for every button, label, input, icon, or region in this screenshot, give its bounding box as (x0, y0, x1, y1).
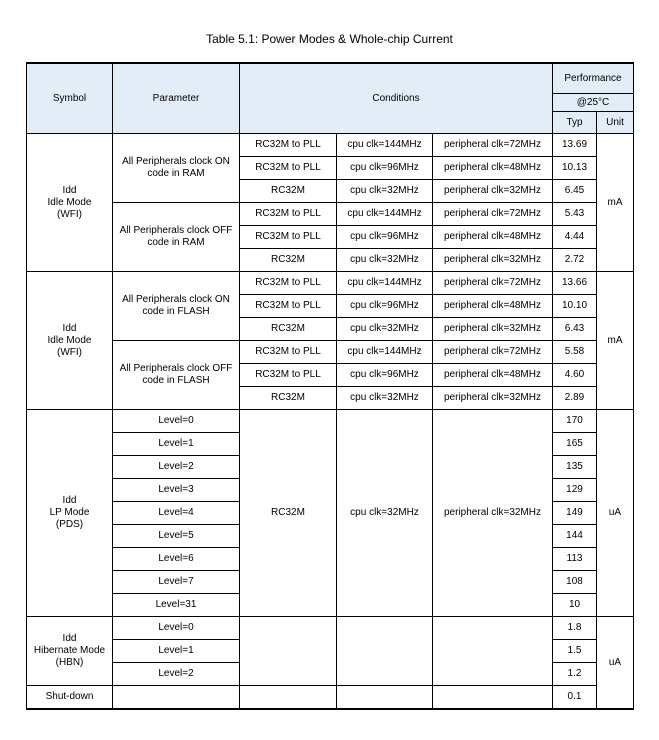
level-label: Level=31 (113, 594, 240, 617)
clock-source: RC32M (240, 249, 337, 272)
cpu-clock: cpu clk=32MHz (337, 387, 433, 410)
peripheral-clock: peripheral clk=32MHz (433, 318, 553, 341)
typ-value: 108 (553, 571, 597, 594)
level-label: Level=2 (113, 663, 240, 686)
typ-value: 113 (553, 548, 597, 571)
typ-value: 5.43 (553, 203, 597, 226)
unit-lp: uA (597, 410, 634, 617)
table-row (27, 686, 634, 710)
symbol-shutdown: Shut-down (27, 686, 113, 710)
header-unit: Unit (597, 112, 634, 134)
unit-idle-flash: mA (597, 272, 634, 410)
symbol-lp: Idd LP Mode (PDS) (27, 410, 113, 617)
hbn-clock-source (240, 617, 337, 686)
cpu-clock: cpu clk=96MHz (337, 295, 433, 318)
typ-value: 1.2 (553, 663, 597, 686)
peripheral-clock: peripheral clk=48MHz (433, 364, 553, 387)
header-parameter: Parameter (113, 63, 240, 134)
cpu-clock: cpu clk=96MHz (337, 364, 433, 387)
cpu-clock: cpu clk=32MHz (337, 318, 433, 341)
clock-source: RC32M to PLL (240, 272, 337, 295)
peripheral-clock: peripheral clk=72MHz (433, 341, 553, 364)
typ-value: 4.44 (553, 226, 597, 249)
clock-source: RC32M (240, 318, 337, 341)
param-idle-ram-on: All Peripherals clock ON code in RAM (113, 134, 240, 203)
unit-hbn: uA (597, 617, 634, 710)
table-row (27, 341, 634, 364)
cpu-clock: cpu clk=144MHz (337, 203, 433, 226)
power-modes-table (26, 62, 634, 710)
typ-value: 1.8 (553, 617, 597, 640)
hbn-peripheral-clock (433, 617, 553, 686)
typ-value: 6.43 (553, 318, 597, 341)
shutdown-cpu-clock (337, 686, 433, 710)
symbol-hbn: Idd Hibernate Mode (HBN) (27, 617, 113, 686)
cpu-clock: cpu clk=32MHz (337, 180, 433, 203)
typ-value: 165 (553, 433, 597, 456)
level-label: Level=7 (113, 571, 240, 594)
typ-value: 13.66 (553, 272, 597, 295)
header-performance: Performance (553, 63, 634, 94)
typ-value: 4.60 (553, 364, 597, 387)
cpu-clock: cpu clk=96MHz (337, 157, 433, 180)
typ-value: 144 (553, 525, 597, 548)
param-idle-flash-on: All Peripherals clock ON code in FLASH (113, 272, 240, 341)
clock-source: RC32M (240, 180, 337, 203)
typ-value: 170 (553, 410, 597, 433)
peripheral-clock: peripheral clk=72MHz (433, 272, 553, 295)
level-label: Level=4 (113, 502, 240, 525)
peripheral-clock: peripheral clk=48MHz (433, 295, 553, 318)
table-row (27, 203, 634, 226)
param-idle-ram-off: All Peripherals clock OFF code in RAM (113, 203, 240, 272)
typ-value: 5.58 (553, 341, 597, 364)
level-label: Level=1 (113, 640, 240, 663)
typ-value: 149 (553, 502, 597, 525)
hbn-cpu-clock (337, 617, 433, 686)
cpu-clock: cpu clk=144MHz (337, 341, 433, 364)
typ-value: 129 (553, 479, 597, 502)
level-label: Level=2 (113, 456, 240, 479)
typ-value: 10.10 (553, 295, 597, 318)
typ-value: 6.45 (553, 180, 597, 203)
typ-value: 13.69 (553, 134, 597, 157)
peripheral-clock: peripheral clk=48MHz (433, 157, 553, 180)
clock-source: RC32M to PLL (240, 203, 337, 226)
lp-cpu-clock: cpu clk=32MHz (337, 410, 433, 617)
header-symbol: Symbol (27, 63, 113, 134)
shutdown-parameter (113, 686, 240, 710)
level-label: Level=0 (113, 410, 240, 433)
typ-value: 2.72 (553, 249, 597, 272)
shutdown-peripheral-clock (433, 686, 553, 710)
table-row (27, 617, 634, 640)
lp-peripheral-clock: peripheral clk=32MHz (433, 410, 553, 617)
param-idle-flash-off: All Peripherals clock OFF code in FLASH (113, 341, 240, 410)
cpu-clock: cpu clk=144MHz (337, 272, 433, 295)
clock-source: RC32M to PLL (240, 134, 337, 157)
typ-value: 2.89 (553, 387, 597, 410)
peripheral-clock: peripheral clk=32MHz (433, 387, 553, 410)
clock-source: RC32M to PLL (240, 364, 337, 387)
peripheral-clock: peripheral clk=32MHz (433, 180, 553, 203)
table-row (27, 134, 634, 157)
clock-source: RC32M to PLL (240, 341, 337, 364)
level-label: Level=3 (113, 479, 240, 502)
clock-source: RC32M to PLL (240, 157, 337, 180)
unit-idle-ram: mA (597, 134, 634, 272)
level-label: Level=6 (113, 548, 240, 571)
peripheral-clock: peripheral clk=72MHz (433, 134, 553, 157)
clock-source: RC32M to PLL (240, 226, 337, 249)
level-label: Level=0 (113, 617, 240, 640)
clock-source: RC32M (240, 387, 337, 410)
shutdown-clock-source (240, 686, 337, 710)
clock-source: RC32M to PLL (240, 295, 337, 318)
lp-clock-source: RC32M (240, 410, 337, 617)
header-typ: Typ (553, 112, 597, 134)
peripheral-clock: peripheral clk=72MHz (433, 203, 553, 226)
level-label: Level=5 (113, 525, 240, 548)
header-conditions: Conditions (240, 63, 553, 134)
table-row (27, 410, 634, 433)
symbol-idle-flash: Idd Idle Mode (WFI) (27, 272, 113, 410)
table-caption: Table 5.1: Power Modes & Whole-chip Current (206, 32, 453, 46)
typ-value: 1.5 (553, 640, 597, 663)
typ-value: 10 (553, 594, 597, 617)
table-row (27, 272, 634, 295)
cpu-clock: cpu clk=32MHz (337, 249, 433, 272)
symbol-idle-ram: Idd Idle Mode (WFI) (27, 134, 113, 272)
cpu-clock: cpu clk=96MHz (337, 226, 433, 249)
header-temperature: @25°C (553, 94, 634, 112)
typ-value: 10.13 (553, 157, 597, 180)
level-label: Level=1 (113, 433, 240, 456)
cpu-clock: cpu clk=144MHz (337, 134, 433, 157)
peripheral-clock: peripheral clk=32MHz (433, 249, 553, 272)
typ-value: 135 (553, 456, 597, 479)
typ-value: 0.1 (553, 686, 597, 710)
peripheral-clock: peripheral clk=48MHz (433, 226, 553, 249)
